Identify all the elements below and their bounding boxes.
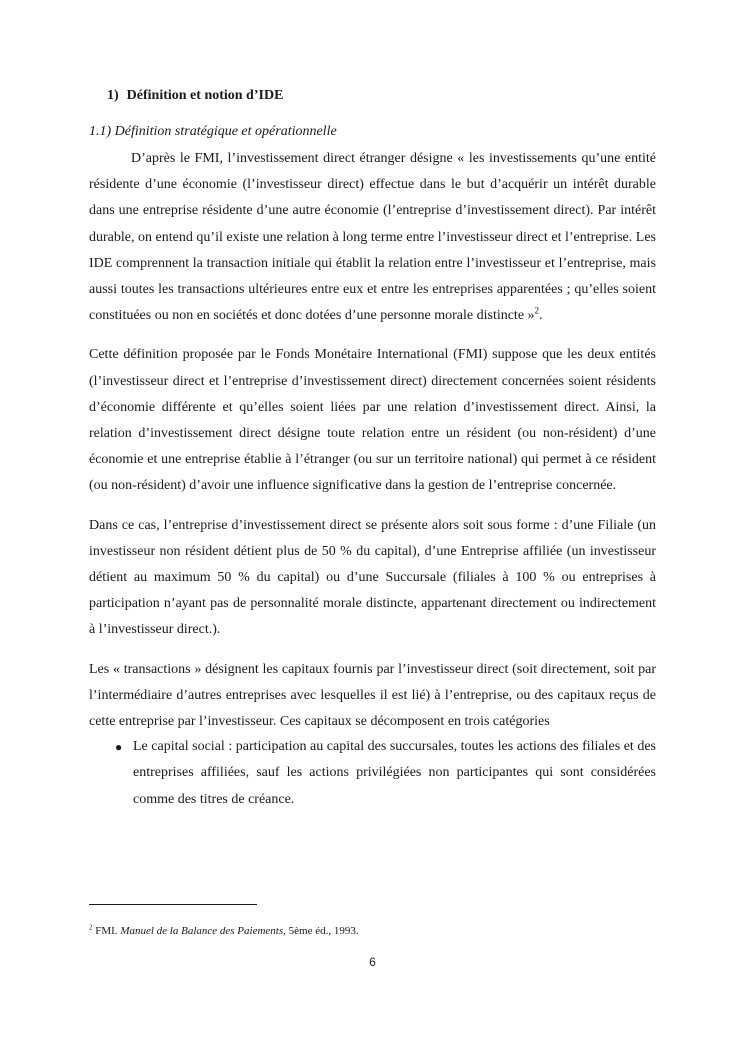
- section-title: Définition et notion d’IDE: [126, 88, 284, 103]
- capital-categories-list: [89, 734, 656, 813]
- footnote-details: , 5ème éd., 1993.: [283, 925, 359, 937]
- list-item-text: Le capital social : participation au capital des succursales, toutes les actions des filiales et des entreprises affiliées, sauf les actions privilégiées non participantes qui sont considérées comme des titres de créance.: [133, 739, 656, 807]
- footnote-separator: [89, 904, 257, 905]
- list-item: [89, 734, 656, 813]
- footnote-number: 2: [89, 923, 93, 932]
- paragraph-transactions: Les « transactions » désignent les capitaux fournis par l’investisseur direct (soit directement, soit par l’intermédiaire d’autres entreprises avec lesquelles il est lié) à l’entreprise, ou des capitaux reçus de cette entreprise par l’investisseur. Ces capitaux se décomposent en trois catégories: [89, 661, 656, 730]
- footnote: [89, 924, 359, 938]
- footnote-source-title: Manuel de la Balance des Paiements: [120, 925, 284, 937]
- paragraph-fmi-definition-text: D’après le FMI, l’investissement direct étranger désigne « les investissements qu’une entité résidente d’une économie (l’investisseur direct) effectue dans le but d’acquérir un intérêt durable dans une entreprise résidente d’une autre économie (l’entreprise d’investissement direct). Par intérêt durable, on entend qu’il existe une relation à long terme entre l’investisseur direct et l’entreprise. Les IDE comprennent la transaction initiale qui établit la relation entre l’investisseur et l’entreprise, mais aussi toutes les transactions ultérieures entre eux et entre les entreprises apparentées ; qu’elles soient constituées ou non en sociétés et donc dotées d’une personne morale distincte »: [89, 151, 656, 324]
- section-heading: [107, 86, 656, 106]
- page-body: [89, 86, 656, 813]
- subsection-heading: 1.1) Définition stratégique et opérationnelle: [89, 124, 337, 139]
- footnote-prefix: FMI.: [92, 925, 121, 937]
- paragraph-definition-implications: Cette définition proposée par le Fonds Monétaire International (FMI) suppose que les deux entités (l’investisseur direct et l’entreprise d’investissement direct) directement concernées soient résidents d’économie différente et qu’elles soient liées par une relation d’investissement direct. Ainsi, la relation d’investissement direct désigne toute relation entre un résident (ou non-résident) d’une économie et une entreprise établie à l’étranger (ou sur un territoire national) qui permet à ce résident (ou non-résident) d’avoir une influence significative dans la gestion de l’entreprise concernée.: [89, 347, 656, 494]
- footnote-reference[interactable]: 2: [534, 305, 540, 316]
- paragraph-fmi-definition: [89, 146, 656, 329]
- section-number: 1): [107, 88, 119, 103]
- paragraph-end-punctuation: .: [539, 308, 543, 324]
- page-number: 6: [369, 955, 376, 969]
- bullet-icon: ●: [115, 740, 123, 755]
- paragraph-enterprise-forms: Dans ce cas, l’entreprise d’investissement direct se présente alors soit sous forme : d’une Filiale (un investisseur non résident détient plus de 50 % du capital), d’une Entreprise affiliée (un investisseur détient au maximum 50 % du capital) ou d’une Succursale (filiales à 100 % ou entreprises à participation n’ayant pas de personnalité morale distincte, appartenant directement ou indirectement à l’investisseur direct.).: [89, 517, 656, 638]
